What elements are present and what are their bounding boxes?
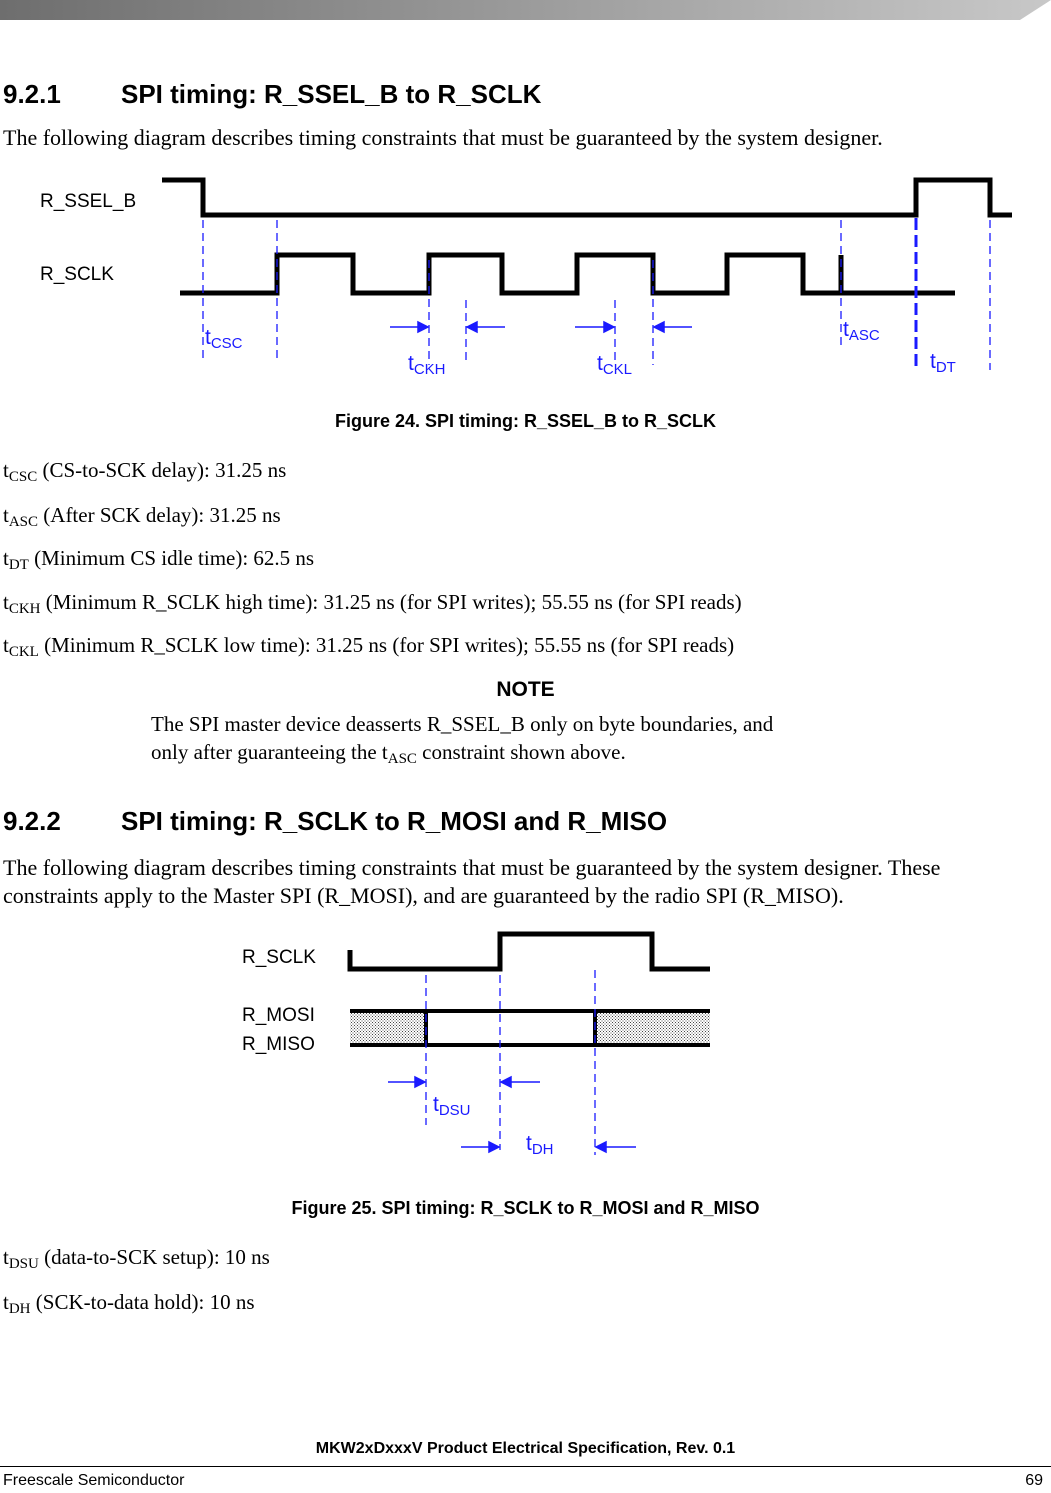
timing-def-tasc: $t_{ASC}$ (After SCK delay): 31.25 ns [3,503,281,530]
header-bar [0,0,1051,20]
section-title: SPI timing: R_SCLK to R_MOSI and R_MISO [121,806,668,836]
label-tasc: tASC [843,318,880,344]
section-title: SPI timing: R_SSEL_B to R_SCLK [121,79,542,109]
section-number: 9.2.1 [3,79,61,109]
figure-24-caption: Figure 24. SPI timing: R_SSEL_B to R_SCLK [334,411,717,431]
timing-def-tdt: $t_{DT}$ (Minimum CS idle time): 62.5 ns [3,546,315,573]
section-intro: The following diagram describes timing constraints that must be guaranteed by the system designer. These constraints apply to the Master SPI (R_MOSI), and are guaranteed by the radio SPI (R_MISO). [3,855,941,908]
label-tckl: tCKL [597,352,633,378]
figure-25-diagram [0,920,1051,1170]
figure-25-caption: Figure 25. SPI timing: R_SCLK to R_MOSI and R_MISO [291,1198,760,1218]
data-invalid-region [595,1011,710,1045]
signal-label-ssel: R_SSEL_B [40,191,137,212]
timing-def-tckl: $t_{CKL}$ (Minimum R_SCLK low time): 31.25 ns (for SPI writes); 55.55 ns (for SPI reads) [3,633,735,660]
footer-company: Freescale Semiconductor [3,1472,185,1489]
reference-lines [426,970,595,1155]
sclk-waveform [350,934,710,969]
section-intro: The following diagram describes timing constraints that must be guaranteed by the system designer. [3,125,883,150]
signal-label-mosi: R_MOSI [242,1005,315,1026]
section-number: 9.2.2 [3,806,61,836]
sclk-waveform [180,255,955,293]
section-heading-922 [3,806,667,837]
ssel-waveform [162,180,1012,215]
footer-divider [0,1466,1051,1467]
label-tcsc: tCSC [205,326,243,352]
label-tckh: tCKH [408,352,446,378]
signal-label-sclk: R_SCLK [242,947,316,968]
timing-arrows [390,322,692,332]
signal-label-sclk: R_SCLK [40,264,114,285]
section-heading-921 [3,79,541,110]
timing-def-tdsu: $t_{DSU}$ (data-to-SCK setup): 10 ns [3,1245,270,1272]
timing-arrows [388,1077,636,1152]
timing-def-tcsc: $t_{CSC}$ (CS-to-SCK delay): 31.25 ns [3,458,287,485]
timing-def-tckh: $t_{CKH}$ (Minimum R_SCLK high time): 31.25 ns (for SPI writes); 55.55 ns (for SPI reads) [3,590,742,617]
label-tdh: tDH [526,1132,554,1158]
footer-page-number: 69 [1025,1472,1043,1489]
figure-24-diagram [0,160,1051,390]
timing-def-tdh: $t_{DH}$ (SCK-to-data hold): 10 ns [3,1290,255,1317]
signal-label-miso: R_MISO [242,1034,315,1055]
note-body: The SPI master device deasserts R_SSEL_B only on byte boundaries, and only after guaranteeing the $t_{ASC}$ constraint shown above. [151,712,774,767]
note-title: NOTE [496,678,555,701]
footer-doc-title: MKW2xDxxxV Product Electrical Specification, Rev. 0.1 [315,1440,736,1457]
label-tdsu: tDSU [433,1093,471,1119]
label-tdt: tDT [930,350,956,376]
data-invalid-region [350,1011,426,1045]
